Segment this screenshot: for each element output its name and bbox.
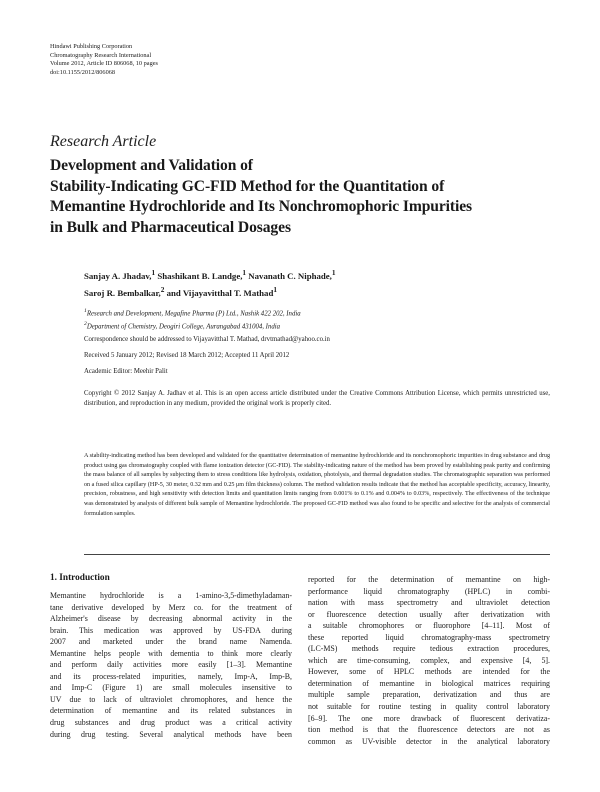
text-line: performance liquid chromatography (HPLC) in combi- bbox=[308, 586, 550, 596]
text-line: a suitable chromophores or fluorophore [4–11]. Most of bbox=[308, 621, 550, 631]
author-name: Navanath C. Niphade, bbox=[248, 270, 332, 281]
doi-link[interactable]: doi:10.1155/2012/806068 bbox=[50, 68, 116, 76]
text-line: Memantine helps people with dementia to think more clearly bbox=[50, 648, 292, 658]
text-line: 2007 and marketed under the brand name Namenda. bbox=[50, 637, 292, 647]
academic-editor: Academic Editor: Meehir Palit bbox=[84, 368, 168, 375]
affiliation bbox=[84, 306, 301, 319]
text-line: Memantine hydrochloride is a 1-amino-3,5-dimethyladaman- bbox=[50, 591, 292, 600]
text-line: brain. This medication was approved by US-FDA during bbox=[50, 625, 292, 635]
publisher-name: Hindawi Publishing Corporation bbox=[50, 43, 133, 50]
article-dates: Received 5 January 2012; Revised 18 March 2012; Accepted 11 April 2012 bbox=[84, 352, 290, 359]
text-line: nation with mass spectrometry and ultraviolet detection bbox=[308, 598, 550, 608]
text-line: and its process-related impurities, namely, Imp-A, Imp-B, bbox=[50, 671, 292, 681]
author-name: Shashikant B. Landge, bbox=[157, 270, 243, 281]
volume-info: Volume 2012, Article ID 806068, 10 pages bbox=[50, 60, 158, 68]
correspondence: Correspondence should be addressed to Vijayavitthal T. Mathad, drvtmathad@yahoo.co.in bbox=[84, 336, 330, 343]
text-line: [6–9]. The one more drawback of fluorescent derivatiza- bbox=[308, 713, 550, 723]
affiliations bbox=[84, 306, 301, 333]
author-name: and Vijayavitthal T. Mathad bbox=[166, 287, 274, 298]
title-line: Development and Validation of bbox=[50, 157, 253, 174]
journal-name: Chromatography Research International bbox=[50, 51, 152, 59]
author-line bbox=[84, 266, 554, 283]
affiliation-text: Research and Development, Megafine Pharma (P) Ltd., Nashik 422 202, India bbox=[86, 310, 301, 318]
affiliation-sup: 1 bbox=[84, 308, 87, 314]
journal-info bbox=[50, 43, 158, 77]
title-line: Memantine Hydrochloride and Its Nonchromophoric Impurities bbox=[50, 198, 473, 216]
text-line: Alzheimer's disease by decreasing abnormal activity in the bbox=[50, 614, 292, 624]
copyright-notice: Copyright © 2012 Sanjay A. Jadhav et al. This is an open access article distributed under the Creative Commons Attribution License, which permits unrestricted use, distribution, and reproduction in any medium, provided the original work is properly cited. bbox=[84, 390, 550, 407]
text-line: or fluorescence detection usually after derivatization with bbox=[308, 609, 550, 619]
author-affil-sup: 1 bbox=[273, 284, 278, 294]
text-line: determination of memantine in biological matrices requiring bbox=[308, 678, 550, 688]
text-line: common as UV-visible detector in the analytical laboratory bbox=[308, 736, 550, 746]
text-line: UV due to lack of ultraviolet chromophores, and hence the bbox=[50, 694, 292, 704]
affiliation-text: Department of Chemistry, Deogiri College, Aurangabad 431004, India bbox=[86, 323, 281, 331]
text-line: However, some of HPLC methods are intended for the bbox=[308, 667, 550, 677]
text-line: during drug testing. Several analytical methods have been bbox=[50, 729, 292, 739]
affiliation bbox=[84, 319, 301, 332]
body-column-right bbox=[308, 574, 550, 747]
author-affil-sup: 1 bbox=[242, 268, 247, 277]
text-line: and Imp-C (Figure 1) are small molecules insensitive to bbox=[50, 683, 292, 693]
abstract: A stability-indicating method has been developed and validated for the quantitative determination of memantine hydrochloride and its nonchromophoric impurities in drug substance and drug product using gas chromatography coupled with flame ionization detector (GC-FID). The stability-indicating nature of the method has been proved by establishing peak purity and confirming the mass balance of all samples by subjecting them to stress conditions like hydrolysis, oxidation, photolysis, and thermal degradation studies. The chromatographic separation was performed on a fused silica capillary (HP-5, 30 meter, 0.32 mm and 0.25 μm film thickness) column. The method validation results indicate that the method has acceptable specificity, accuracy, linearity, precision, robustness, and high sensitivity with detection limits and quantitation limits ranging from 0.001% to 0.1% and 0.004% to 0.03%, respectively. The effectiveness of the technique was demonstrated by analysis of different bulk sample of Memantine hydrochloride. The proposed GC-FID method was also found to be specific and selective for the analysis of commercial formulation samples. bbox=[84, 453, 550, 517]
title-line: Stability-Indicating GC-FID Method for the Quantitation of bbox=[50, 177, 445, 195]
article-title bbox=[50, 156, 570, 238]
article-type: Research Article bbox=[50, 133, 157, 150]
affiliation-sup: 2 bbox=[84, 321, 87, 328]
text-line: which are time-consuming, complex, and expensive [4, 5]. bbox=[308, 655, 550, 665]
text-line: these reported liquid chromatography-mass spectrometry bbox=[308, 632, 550, 642]
title-line: in Bulk and Pharmaceutical Dosages bbox=[50, 218, 291, 236]
author-affil-sup: 1 bbox=[151, 268, 156, 277]
author-list bbox=[84, 266, 554, 300]
text-line: tion method is that the fluorescence detectors are not as bbox=[308, 725, 550, 735]
author-name: Saroj R. Bembalkar, bbox=[84, 287, 161, 298]
text-line: reported for the determination of memantine on high- bbox=[308, 575, 550, 584]
text-line: tane derivative developed by Merz co. for the treatment of bbox=[50, 602, 292, 612]
text-line: drug substances and drug product was a critical activity bbox=[50, 718, 292, 728]
text-line: and perform daily activities more easily [1–3]. Memantine bbox=[50, 660, 292, 670]
text-line: (LC-MS) methods require tedious extraction procedures, bbox=[308, 644, 550, 654]
body-column-left bbox=[50, 590, 292, 740]
section-heading: 1. Introduction bbox=[50, 573, 110, 583]
text-line: multiple sample preparation, derivatization and thus are bbox=[308, 690, 550, 700]
text-line: determination of memantine and its related substances in bbox=[50, 706, 292, 716]
author-affil-sup: 1 bbox=[331, 268, 336, 277]
section-divider bbox=[84, 554, 550, 555]
author-line bbox=[84, 283, 554, 300]
author-affil-sup: 2 bbox=[160, 284, 165, 294]
text-line: not suitable for routine testing in quality control laboratory bbox=[308, 702, 550, 712]
author-name: Sanjay A. Jhadav, bbox=[84, 270, 152, 281]
